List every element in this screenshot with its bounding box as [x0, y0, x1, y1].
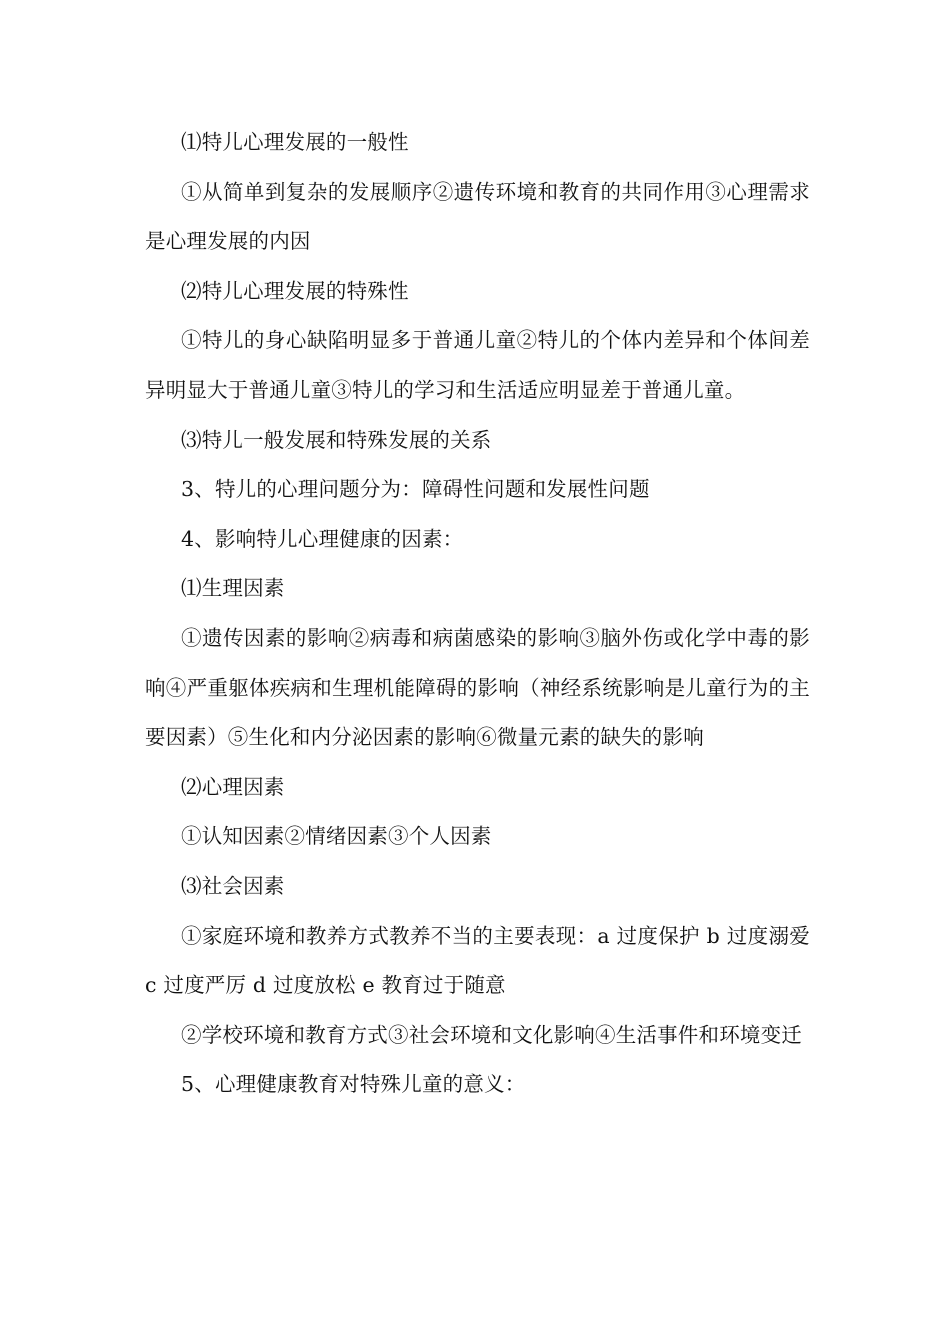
paragraph-school-social-environment: ②学校环境和教育方式③社会环境和文化影响④生活事件和环境变迁: [181, 1022, 802, 1047]
paragraph-general-development-details: ①从简单到复杂的发展顺序②遗传环境和教育的共同作用③心理需求是心理发展的内因: [145, 179, 810, 254]
paragraph-health-factors-heading: 4、影响特儿心理健康的因素：: [181, 526, 464, 551]
paragraph-education-significance: 5、心理健康教育对特殊儿童的意义：: [181, 1072, 526, 1097]
paragraph-psychological-factors: ⑵心理因素: [181, 774, 285, 799]
paragraph-development-relationship: ⑶特儿一般发展和特殊发展的关系: [181, 427, 492, 452]
paragraph-social-factors: ⑶社会因素: [181, 873, 285, 898]
paragraph-family-environment: ①家庭环境和教养方式教养不当的主要表现：a 过度保护 b 过度溺爱 c 过度严厉 d 过度放松 e 教育过于随意: [145, 923, 810, 998]
paragraph-psychological-problems: 3、特儿的心理问题分为：障碍性问题和发展性问题: [181, 477, 650, 502]
paragraph-physiological-factors-details: ①遗传因素的影响②病毒和病菌感染的影响③脑外伤或化学中毒的影响④严重躯体疾病和生理机能障碍的影响（神经系统影响是儿童行为的主要因素）⑤生化和内分泌因素的影响⑥微量元素的缺失的影响: [145, 625, 810, 750]
document-body: [145, 118, 810, 1110]
paragraph-physiological-factors: ⑴生理因素: [181, 576, 285, 601]
paragraph-special-development: ⑵特儿心理发展的特殊性: [181, 278, 409, 303]
paragraph-psychological-factors-details: ①认知因素②情绪因素③个人因素: [181, 824, 492, 849]
paragraph-special-development-details: ①特儿的身心缺陷明显多于普通儿童②特儿的个体内差异和个体间差异明显大于普通儿童③特儿的学习和生活适应明显差于普通儿童。: [145, 328, 810, 402]
paragraph-general-development: ⑴特儿心理发展的一般性: [181, 130, 409, 154]
